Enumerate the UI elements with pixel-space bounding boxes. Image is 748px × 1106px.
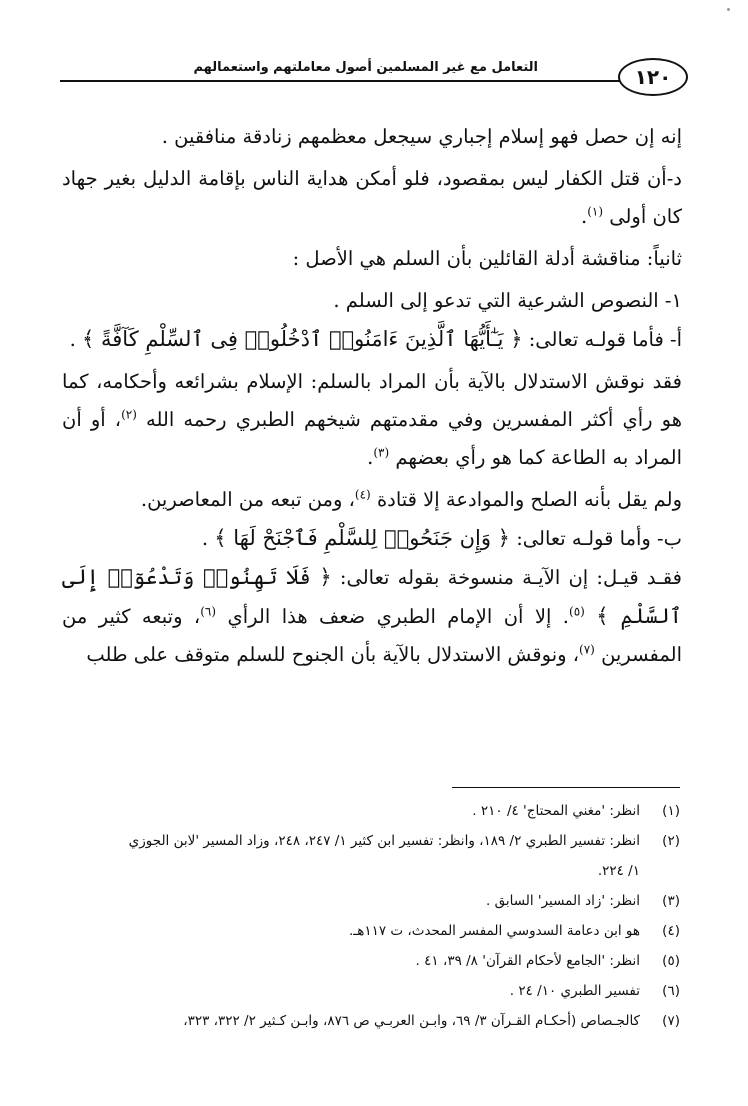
paragraph-text: فقد نوقش الاستدلال بالآية بأن المراد بالسلم: الإسلام بشرائعه وأحكامه، كما هو رأي أكثر المفسرين وفي مقدمتهم شيخهم الطبري رحمه الله [62, 370, 682, 431]
paragraph [62, 160, 682, 236]
footnotes [62, 796, 680, 1036]
footnote [62, 946, 680, 976]
paragraph-text: ب- وأما قولـه تعالى: [516, 527, 682, 550]
quran-verse: ﴿ يَـٰٓأَيُّهَا ٱلَّذِينَ ءَامَنُوا۟ ٱدْخُلُوا۟ فِى ٱلسِّلْمِ كَآفَّةً ﴾ [82, 327, 523, 351]
footnote-number: (٤) [662, 923, 680, 939]
paragraph-tail: . إلا أن الإمام الطبري ضعف هذا الرأي [227, 605, 570, 628]
footnote-number: (٥) [662, 953, 680, 969]
header-rule [60, 80, 628, 82]
running-title: التعامل مع غير المسلمين أصول معاملتهم واستعمالهم [193, 60, 538, 75]
footnote-number: (٧) [662, 1013, 680, 1029]
footnote-number: (٢) [662, 833, 680, 849]
paragraph-text: أ- فأما قولـه تعالى: [528, 328, 682, 351]
footnote-number: (٣) [662, 893, 680, 909]
paragraph-tail: ، ومن تبعه من المعاصرين. [140, 488, 355, 511]
paragraph [62, 282, 682, 320]
paragraph-tail: . [580, 205, 588, 228]
footnote-text: تفسير الطبري ١٠/ ٢٤ . [509, 983, 640, 999]
paragraph-tail: . [201, 527, 209, 550]
paragraph [62, 320, 682, 359]
footnote-ref: (٢) [121, 407, 137, 422]
page-number: ١٢٠ [618, 58, 688, 96]
paragraph-text: د-أن قتل الكفار ليس بمقصود، فلو أمكن هداية الناس بإقامة الدليل بغير جهاد كان أولى [62, 167, 682, 228]
quran-verse: ﴿ وَإِن جَنَحُوا۟ لِلسَّلْمِ فَٱجْنَحْ لَهَا ﴾ [214, 526, 510, 550]
footnote-text: هو ابن دعامة السدوسي المفسر المحدث، ت ١١٧هـ. [348, 923, 640, 939]
footnote-ref: (٣) [373, 445, 390, 460]
paragraph-tail: ، ونوقش الاستدلال بالآية بأن الجنوح للسلم متوقف على طلب [86, 643, 580, 666]
footnote [62, 886, 680, 916]
paragraph-tail: . [69, 328, 76, 351]
paragraph-text: ولم يقل بأنه الصلح والموادعة إلا قتادة [376, 488, 682, 511]
paragraph [62, 118, 682, 156]
paragraph-tail: ، وتبعه كثير من المفسرين [62, 605, 682, 666]
paragraph [62, 519, 682, 558]
paragraph-text: إنه إن حصل فهو إسلام إجباري سيجعل معظمهم زنادقة منافقين . [161, 125, 682, 148]
paragraph-text: فقـد قيـل: إن الآيـة منسوخة بقوله تعالى: [339, 566, 682, 589]
footnote-number: (٦) [662, 983, 680, 999]
footnote [62, 826, 680, 886]
footnote-ref: (٦) [200, 604, 217, 619]
footnote [62, 796, 680, 826]
paragraph-text: ١- النصوص الشرعية التي تدعو إلى السلم . [333, 289, 682, 312]
footnote-text: انظر: 'زاد المسير' السابق . [485, 893, 640, 909]
footnote-ref: (٤) [354, 487, 371, 502]
footnote-text: انظر: تفسير الطبري ٢/ ١٨٩، وانظر: تفسير ابن كثير ١/ ٢٤٧، ٢٤٨، وزاد المسير 'لابن الجوزي [128, 833, 640, 849]
section-heading [62, 240, 682, 278]
footnote-ref: (٧) [579, 642, 595, 657]
footnote-ref: (١) [587, 204, 604, 219]
footnote [62, 976, 680, 1006]
paragraph [62, 363, 682, 477]
footnote-text: انظر: 'مغني المحتاج' ٤/ ٢١٠ . [472, 803, 640, 819]
quran-verse: ﴿ فَلَا تَهِنُوا۟ وَتَدْعُوٓا۟ إِلَى ٱلسَّلْمِ ﴾ [62, 565, 682, 628]
footnote [62, 916, 680, 946]
paragraph-tail: ، أو أن المراد به الطاعة كما هو رأي بعضهم [62, 408, 682, 469]
footnote-number: (١) [662, 803, 680, 819]
footnote-continuation: ١/ ٢٢٤. [597, 863, 640, 879]
footnote [62, 1006, 680, 1036]
page-header [60, 58, 688, 108]
footnote-separator [452, 787, 680, 788]
heading-text: ثانياً: مناقشة أدلة القائلين بأن السلم هي الأصل : [292, 247, 682, 270]
footnote-ref: (٥) [569, 604, 585, 619]
footnote-text: انظر: 'الجامع لأحكام القرآن' ٨/ ٣٩، ٤١ . [415, 953, 640, 969]
paragraph [62, 558, 682, 674]
corner-mark [727, 8, 730, 11]
footnote-text: كالجـصاص (أحكـام القـرآن ٣/ ٦٩، وابـن العربـي ص ٨٧٦، وابـن كـثير ٢/ ٣٢٢، ٣٢٣، [183, 1013, 640, 1029]
main-text [62, 118, 682, 674]
paragraph [62, 481, 682, 519]
paragraph-tail: . [367, 446, 374, 469]
